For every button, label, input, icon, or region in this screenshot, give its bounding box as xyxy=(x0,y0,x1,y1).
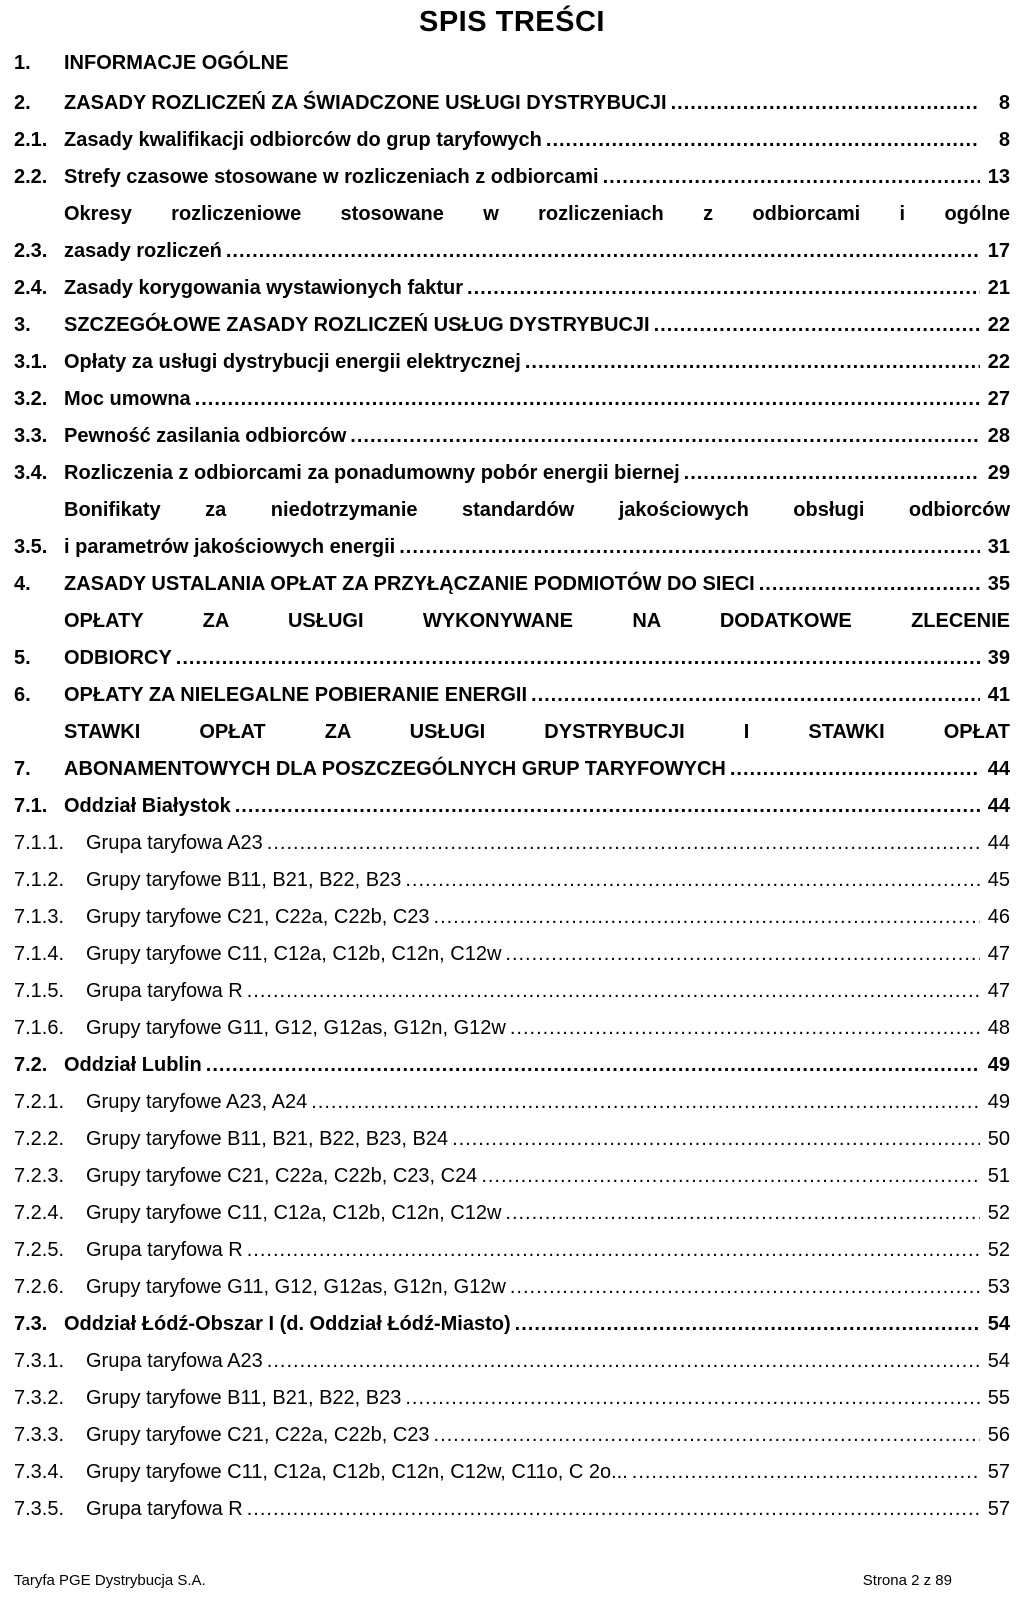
toc-entry[interactable] xyxy=(14,349,1010,375)
toc-entry-page: 35 xyxy=(987,573,1010,595)
toc-entry-title: Grupy taryfowe C11, C12a, C12b, C12n, C12w, C11o, C 2o... xyxy=(86,1461,628,1483)
toc-entry-page: 44 xyxy=(987,795,1010,817)
toc-entry-number: 2.1. xyxy=(14,129,48,151)
toc-entry-number: 2.2. xyxy=(14,166,48,188)
dot-leader xyxy=(176,645,980,671)
toc-entry-number: 7.2.6. xyxy=(14,1276,65,1298)
toc-entry-title: Moc umowna xyxy=(64,388,191,410)
toc-entry-title: Grupy taryfowe C21, C22a, C22b, C23 xyxy=(86,906,430,928)
dot-leader xyxy=(434,904,980,930)
toc-entry-page: 47 xyxy=(987,943,1010,965)
toc-entry-page: 54 xyxy=(987,1313,1010,1335)
dot-leader xyxy=(452,1126,980,1152)
toc-entry[interactable] xyxy=(14,608,1010,671)
toc-entry-title: Oddział Lublin xyxy=(64,1054,202,1076)
page-title: SPIS TREŚCI xyxy=(419,6,605,38)
toc-entry-page: 44 xyxy=(987,758,1010,780)
toc-entry-title: Grupy taryfowe G11, G12, G12as, G12n, G12w xyxy=(86,1017,506,1039)
toc-entry-title: Bonifikaty za niedotrzymanie standardów jakościowych obsługi odbiorców xyxy=(64,499,1010,521)
dot-leader xyxy=(632,1459,980,1485)
toc-entry-number: 7.3.1. xyxy=(14,1350,65,1372)
toc-entry-page: 52 xyxy=(987,1239,1010,1261)
dot-leader xyxy=(206,1052,980,1078)
toc-entry-page: 22 xyxy=(987,314,1010,336)
toc-entry-number: 7.3.3. xyxy=(14,1424,65,1446)
toc-entry-title: STAWKI OPŁAT ZA USŁUGI DYSTRYBUCJI I STAWKI OPŁAT xyxy=(64,721,1010,743)
toc-entry[interactable] xyxy=(14,1052,1010,1078)
toc-entry[interactable] xyxy=(14,1385,1010,1411)
toc-entry-page: 29 xyxy=(987,462,1010,484)
dot-leader xyxy=(235,793,980,819)
dot-leader xyxy=(654,312,980,338)
dot-leader xyxy=(684,460,980,486)
toc-entry-title: Opłaty za usługi dystrybucji energii elektrycznej xyxy=(64,351,521,373)
toc-entry-number: 4. xyxy=(14,573,31,595)
toc-entry-number: 7.1. xyxy=(14,795,48,817)
toc-entry[interactable] xyxy=(14,1015,1010,1041)
toc-entry[interactable] xyxy=(14,164,1010,190)
toc-entry[interactable] xyxy=(14,978,1010,1004)
toc-entry-number: 3.1. xyxy=(14,351,48,373)
toc-entry-page: 44 xyxy=(987,832,1010,854)
toc-entry-number: 7.1.3. xyxy=(14,906,65,928)
dot-leader xyxy=(531,682,980,708)
toc-entry-title: OPŁATY ZA USŁUGI WYKONYWANE NA DODATKOWE ZLECENIE xyxy=(64,610,1010,632)
toc-entry-number: 7.2.4. xyxy=(14,1202,65,1224)
toc-entry[interactable] xyxy=(14,904,1010,930)
toc-entry[interactable] xyxy=(14,1274,1010,1300)
dot-leader xyxy=(399,534,980,560)
toc-entry-page: 57 xyxy=(987,1461,1010,1483)
toc-entry[interactable] xyxy=(14,497,1010,560)
toc-entry[interactable] xyxy=(14,1348,1010,1374)
toc-entry-page: 41 xyxy=(987,684,1010,706)
dot-leader xyxy=(671,90,980,116)
dot-leader xyxy=(515,1311,980,1337)
toc-entry[interactable] xyxy=(14,867,1010,893)
toc-entry-title: Grupy taryfowe B11, B21, B22, B23, B24 xyxy=(86,1128,449,1150)
toc-entry[interactable] xyxy=(14,1200,1010,1226)
dot-leader xyxy=(467,275,980,301)
toc-entry-number: 7.3.5. xyxy=(14,1498,65,1520)
toc-entry-number: 7.3.2. xyxy=(14,1387,65,1409)
toc-entry-number: 3.5. xyxy=(14,536,48,558)
toc-entry-page: 27 xyxy=(987,388,1010,410)
page-footer xyxy=(14,1572,1010,1589)
toc-entry-number: 7.3.4. xyxy=(14,1461,65,1483)
toc-entry-number: 7.1.6. xyxy=(14,1017,65,1039)
toc-entry[interactable] xyxy=(14,719,1010,782)
toc-entry-number: 2.4. xyxy=(14,277,48,299)
toc-entry-title: Grupy taryfowe C11, C12a, C12b, C12n, C12w xyxy=(86,943,502,965)
toc-entry[interactable] xyxy=(14,386,1010,412)
dot-leader xyxy=(603,164,980,190)
dot-leader xyxy=(434,1422,980,1448)
toc-entry-page: 50 xyxy=(987,1128,1010,1150)
footer-page-number: Strona 2 z 89 xyxy=(862,1572,952,1589)
toc-entry-title: Grupa taryfowa A23 xyxy=(86,832,263,854)
toc-entry-page: 55 xyxy=(987,1387,1010,1409)
toc-entry-number: 7.1.4. xyxy=(14,943,65,965)
toc-entry-title: Grupy taryfowe C21, C22a, C22b, C23, C24 xyxy=(86,1165,478,1187)
dot-leader xyxy=(195,386,980,412)
toc-entry-number: 3.3. xyxy=(14,425,48,447)
dot-leader xyxy=(505,941,980,967)
toc-entry[interactable] xyxy=(14,127,1010,153)
toc-entry-number: 6. xyxy=(14,684,31,706)
dot-leader xyxy=(405,1385,980,1411)
toc-entry[interactable] xyxy=(14,1422,1010,1448)
toc-entry[interactable] xyxy=(14,941,1010,967)
toc-entry[interactable] xyxy=(14,460,1010,486)
dot-leader xyxy=(505,1200,980,1226)
toc-entry-page: 45 xyxy=(987,869,1010,891)
toc-entry-page: 46 xyxy=(987,906,1010,928)
toc-entry-number: 3. xyxy=(14,314,31,336)
toc-entry-title: Grupy taryfowe B11, B21, B22, B23 xyxy=(86,869,402,891)
toc-entry-number: 7.1.2. xyxy=(14,869,65,891)
toc-entry-title: Rozliczenia z odbiorcami za ponadumowny pobór energii biernej xyxy=(64,462,680,484)
toc-entry-title: OPŁATY ZA NIELEGALNE POBIERANIE ENERGII xyxy=(64,684,528,706)
toc-entry-title: Zasady kwalifikacji odbiorców do grup taryfowych xyxy=(64,129,542,151)
toc-entry-page: 49 xyxy=(987,1054,1010,1076)
toc-entry[interactable] xyxy=(14,1089,1010,1115)
toc-entry-number: 7. xyxy=(14,758,31,780)
toc-entry[interactable] xyxy=(14,1163,1010,1189)
toc-entry-number: 7.1.1. xyxy=(14,832,65,854)
toc-entry[interactable] xyxy=(14,571,1010,597)
toc-entry[interactable] xyxy=(14,682,1010,708)
dot-leader xyxy=(247,1496,980,1522)
dot-leader xyxy=(481,1163,980,1189)
dot-leader xyxy=(350,423,980,449)
toc-entry-number: 7.3. xyxy=(14,1313,48,1335)
toc-entry-title: SZCZEGÓŁOWE ZASADY ROZLICZEŃ USŁUG DYSTRYBUCJI xyxy=(64,314,650,336)
toc-entry-page: 13 xyxy=(987,166,1010,188)
toc-entry-title: Oddział Białystok xyxy=(64,795,231,817)
toc-entry-page: 21 xyxy=(987,277,1010,299)
toc-entry-title: Grupa taryfowa R xyxy=(86,1498,243,1520)
toc-entry[interactable] xyxy=(14,90,1010,116)
toc-entry-page: 22 xyxy=(987,351,1010,373)
dot-leader xyxy=(510,1015,980,1041)
toc-entry[interactable] xyxy=(14,1459,1010,1485)
toc-entry-title: Pewność zasilania odbiorców xyxy=(64,425,347,447)
toc-entry-page: 49 xyxy=(987,1091,1010,1113)
toc-entry[interactable] xyxy=(14,1311,1010,1337)
toc-entry-title: Oddział Łódź-Obszar I (d. Oddział Łódź-Miasto) xyxy=(64,1313,511,1335)
toc-entry-title-continuation: ABONAMENTOWYCH DLA POSZCZEGÓLNYCH GRUP TARYFOWYCH xyxy=(64,758,726,780)
dot-leader xyxy=(546,127,980,153)
toc-entry[interactable] xyxy=(14,50,1010,76)
toc-entry-number: 2.3. xyxy=(14,240,48,262)
dot-leader xyxy=(730,756,980,782)
toc-entry[interactable] xyxy=(14,1237,1010,1263)
toc-entry-page: 51 xyxy=(987,1165,1010,1187)
toc-entry-page: 8 xyxy=(998,129,1010,151)
toc-entry-page: 28 xyxy=(987,425,1010,447)
toc-entry-title: Grupy taryfowe G11, G12, G12as, G12n, G12w xyxy=(86,1276,506,1298)
toc-entry-number: 7.1.5. xyxy=(14,980,65,1002)
dot-leader xyxy=(267,1348,980,1374)
toc-entry[interactable] xyxy=(14,830,1010,856)
toc-entry-title: Grupy taryfowe C21, C22a, C22b, C23 xyxy=(86,1424,430,1446)
toc-entry-number: 3.4. xyxy=(14,462,48,484)
dot-leader xyxy=(510,1274,980,1300)
toc-entry-number: 7.2.3. xyxy=(14,1165,65,1187)
toc-entry[interactable] xyxy=(14,793,1010,819)
toc-entry-number: 2. xyxy=(14,92,31,114)
dot-leader xyxy=(311,1089,980,1115)
toc-entry-number: 3.2. xyxy=(14,388,48,410)
dot-leader xyxy=(405,867,980,893)
footer-document-name: Taryfa PGE Dystrybucja S.A. xyxy=(14,1572,206,1589)
toc-entry-number: 7.2.5. xyxy=(14,1239,65,1261)
toc-entry-page: 31 xyxy=(987,536,1010,558)
toc-entry-title: ZASADY ROZLICZEŃ ZA ŚWIADCZONE USŁUGI DYSTRYBUCJI xyxy=(64,92,667,114)
toc-entry-number: 5. xyxy=(14,647,31,669)
toc-entry[interactable] xyxy=(14,275,1010,301)
toc-entry-title: Grupy taryfowe C11, C12a, C12b, C12n, C12w xyxy=(86,1202,502,1224)
toc-entry-title: Strefy czasowe stosowane w rozliczeniach z odbiorcami xyxy=(64,166,599,188)
toc-entry-page: 57 xyxy=(987,1498,1010,1520)
toc-entry[interactable] xyxy=(14,423,1010,449)
toc-entry-page: 56 xyxy=(987,1424,1010,1446)
toc-entry-page: 8 xyxy=(998,92,1010,114)
toc-entry-title: ZASADY USTALANIA OPŁAT ZA PRZYŁĄCZANIE PODMIOTÓW DO SIECI xyxy=(64,573,755,595)
toc-entry-page: 52 xyxy=(987,1202,1010,1224)
toc-entry-title: Zasady korygowania wystawionych faktur xyxy=(64,277,464,299)
toc-entry-title: Okresy rozliczeniowe stosowane w rozliczeniach z odbiorcami i ogólne xyxy=(64,203,1010,225)
toc-entry-title: INFORMACJE OGÓLNE xyxy=(64,52,289,74)
toc-entry[interactable] xyxy=(14,312,1010,338)
toc-entry[interactable] xyxy=(14,201,1010,264)
toc-entry-title: Grupa taryfowa R xyxy=(86,1239,243,1261)
toc-entry-number: 1. xyxy=(14,52,31,74)
toc-entry-title: Grupa taryfowa A23 xyxy=(86,1350,263,1372)
toc-entry-number: 7.2.1. xyxy=(14,1091,65,1113)
toc-entry[interactable] xyxy=(14,1126,1010,1152)
toc-entry-page: 53 xyxy=(987,1276,1010,1298)
dot-leader xyxy=(267,830,980,856)
dot-leader xyxy=(525,349,980,375)
toc-entry-title-continuation: ODBIORCY xyxy=(64,647,172,669)
toc-entry-page: 48 xyxy=(987,1017,1010,1039)
toc-entry-number: 7.2.2. xyxy=(14,1128,65,1150)
toc-entry-number: 7.2. xyxy=(14,1054,48,1076)
toc-entry-title: Grupy taryfowe A23, A24 xyxy=(86,1091,308,1113)
toc-entry-title: Grupa taryfowa R xyxy=(86,980,243,1002)
toc-entry-title: Grupy taryfowe B11, B21, B22, B23 xyxy=(86,1387,402,1409)
dot-leader xyxy=(247,978,980,1004)
toc-entry-page: 47 xyxy=(987,980,1010,1002)
toc-entry-title-continuation: i parametrów jakościowych energii xyxy=(64,536,396,558)
toc-entry[interactable] xyxy=(14,1496,1010,1522)
dot-leader xyxy=(759,571,980,597)
dot-leader xyxy=(247,1237,980,1263)
toc-entry-page: 54 xyxy=(987,1350,1010,1372)
toc-entry-title-continuation: zasady rozliczeń xyxy=(64,240,222,262)
toc-entry-page: 39 xyxy=(987,647,1010,669)
toc-entry-page: 17 xyxy=(987,240,1010,262)
dot-leader xyxy=(226,238,980,264)
